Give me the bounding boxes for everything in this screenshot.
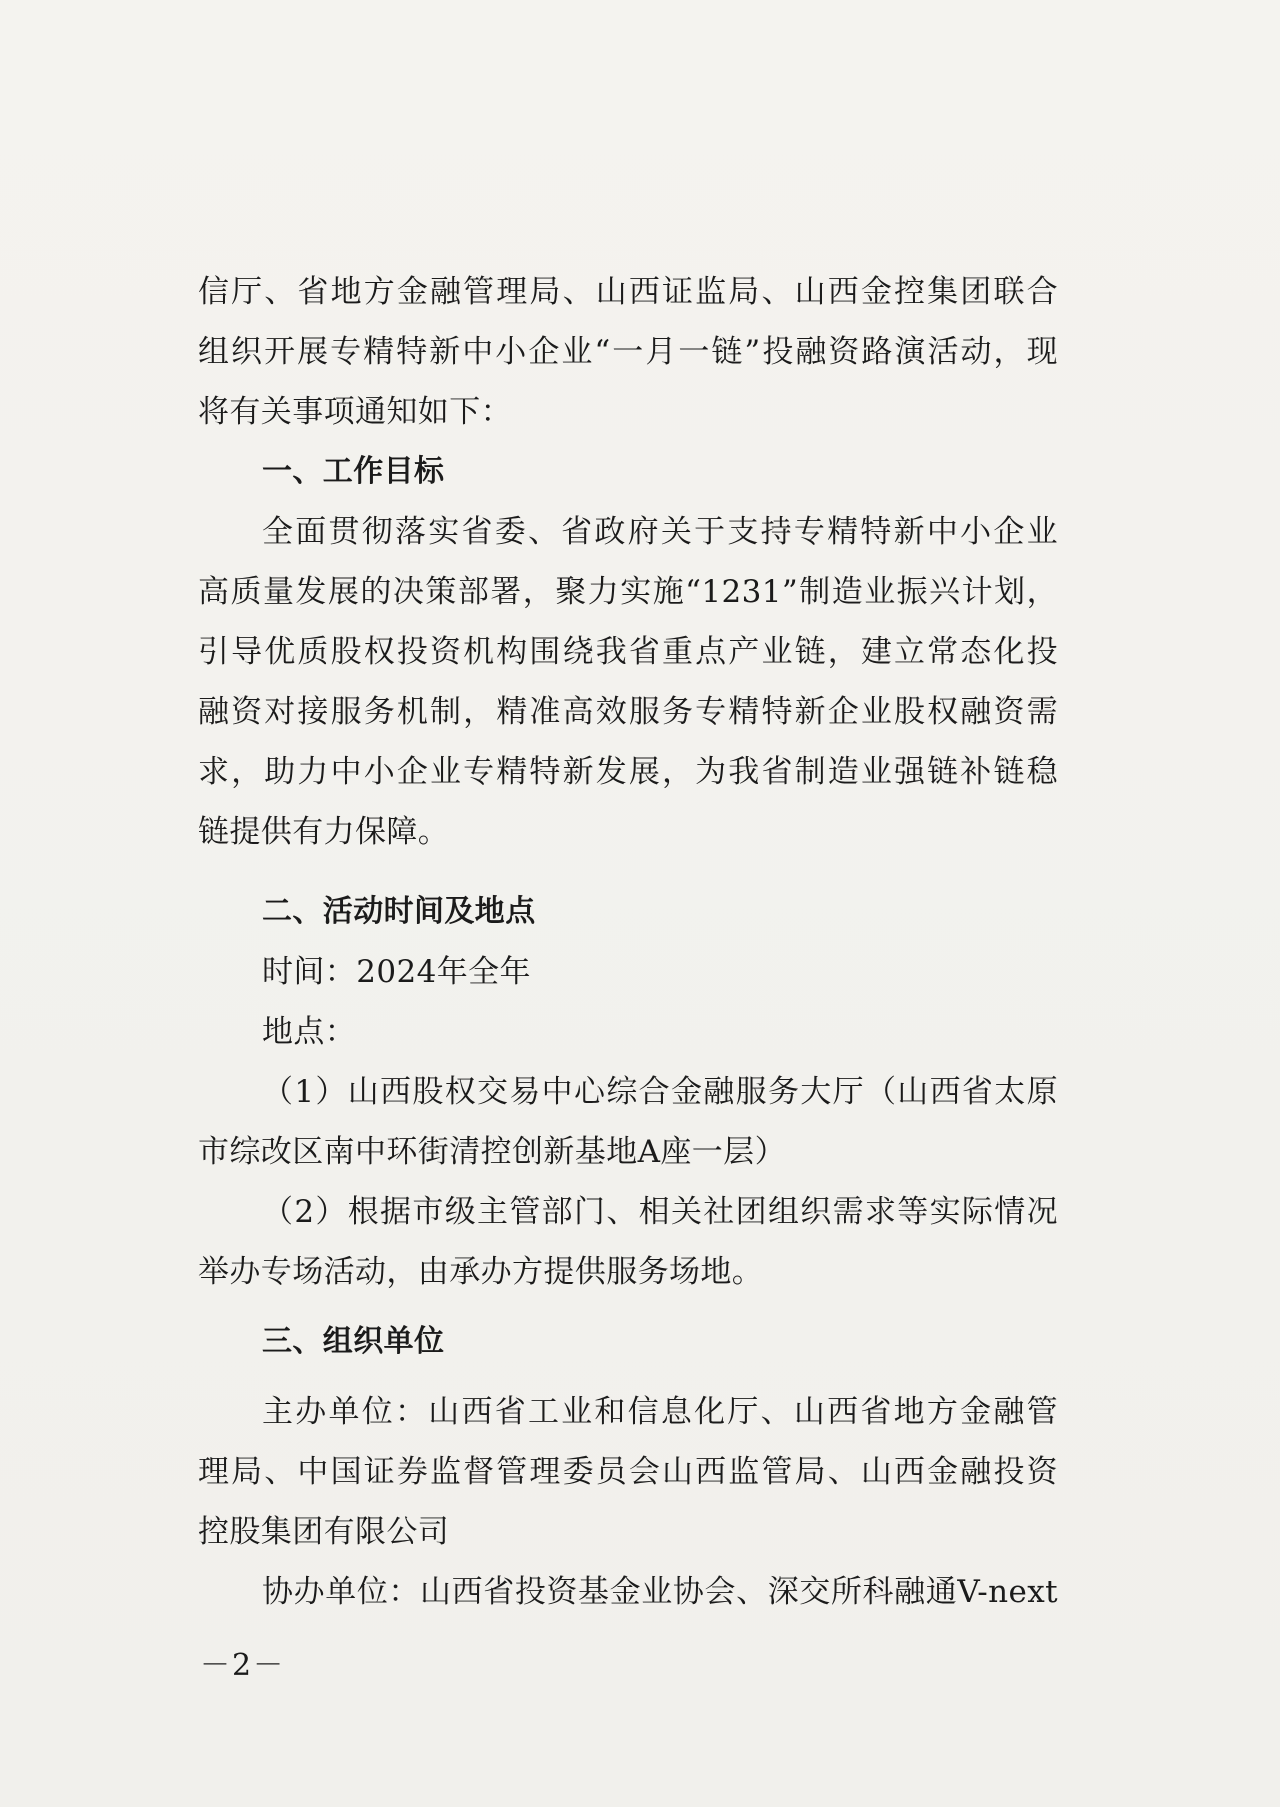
section-heading: 三、组织单位	[262, 1324, 445, 1359]
page-number: －2－	[200, 1648, 286, 1683]
body-text-line: 全面贯彻落实省委、省政府关于支持专精特新中小企业	[262, 514, 1058, 550]
body-text-line: 主办单位：山西省工业和信息化厅、山西省地方金融管	[262, 1394, 1058, 1430]
body-text-line: 高质量发展的决策部署，聚力实施“1231”制造业振兴计划，	[198, 574, 1058, 610]
body-text-line: 市综改区南中环街清控创新基地A座一层）	[198, 1134, 786, 1170]
body-text-line: 融资对接服务机制，精准高效服务专精特新企业股权融资需	[198, 694, 1058, 730]
body-text-line: 将有关事项通知如下：	[198, 394, 512, 430]
body-text-line: 求，助力中小企业专精特新发展，为我省制造业强链补链稳	[198, 754, 1058, 790]
body-text-line: 举办专场活动，由承办方提供服务场地。	[198, 1254, 764, 1290]
section-heading: 二、活动时间及地点	[262, 894, 536, 929]
body-text-line: 组织开展专精特新中小企业“一月一链”投融资路演活动，现	[198, 334, 1058, 370]
body-text-line: 链提供有力保障。	[198, 814, 450, 850]
section-heading: 一、工作目标	[262, 454, 445, 489]
body-text-line: 理局、中国证券监督管理委员会山西监管局、山西金融投资	[198, 1454, 1058, 1490]
body-text-line: 引导优质股权投资机构围绕我省重点产业链，建立常态化投	[198, 634, 1058, 670]
body-text-line: 协办单位：山西省投资基金业协会、深交所科融通V-next	[262, 1574, 1058, 1610]
body-text-line: 信厅、省地方金融管理局、山西证监局、山西金控集团联合	[198, 274, 1058, 310]
body-text-line: 地点：	[262, 1014, 357, 1050]
body-text-line: （1）山西股权交易中心综合金融服务大厅（山西省太原	[262, 1074, 1058, 1110]
body-text-line: （2）根据市级主管部门、相关社团组织需求等实际情况	[262, 1194, 1058, 1230]
body-text-line: 控股集团有限公司	[198, 1514, 450, 1550]
body-text-line: 时间：2024年全年	[262, 954, 531, 990]
